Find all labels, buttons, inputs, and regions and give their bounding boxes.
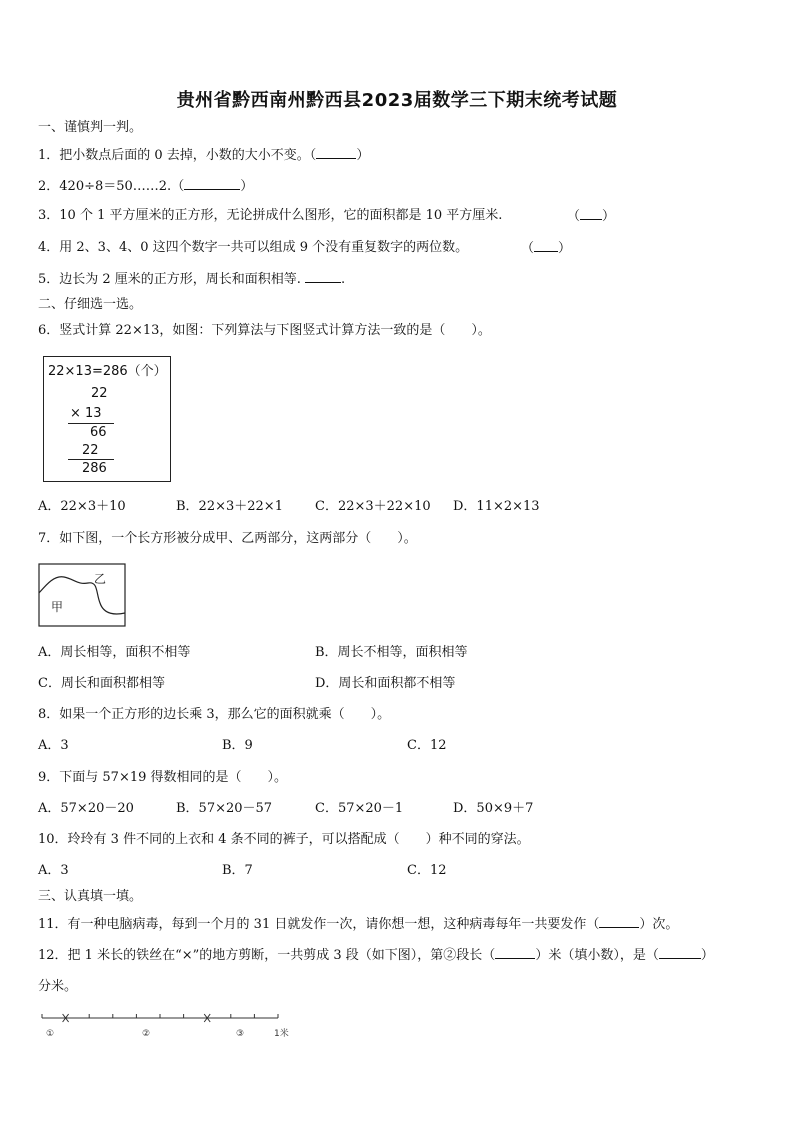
question-12: 12．把 1 米长的铁丝在“×”的地方剪断，一共剪成 3 段（如下图），第②段长（ ）米（填小数），是（ ）: [38, 948, 714, 963]
question-11-text: 11．有一种电脑病毒，每到一个月的 31 日就发作一次，请你想一想，这种病毒每年一共要发作（: [38, 917, 600, 932]
question-11: 11．有一种电脑病毒，每到一个月的 31 日就发作一次，请你想一想，这种病毒每年一共要发作（ ）次。: [38, 917, 679, 932]
answer-blank[interactable]: [184, 177, 240, 190]
segment-label-1: ①: [46, 1029, 55, 1039]
calc-result: 286: [82, 461, 107, 476]
question-3: [38, 207, 502, 225]
q6-option-a[interactable]: A．22×3＋10: [38, 499, 126, 514]
section-heading-1: 一、谨慎判一判。: [38, 120, 143, 135]
answer-blank[interactable]: [599, 915, 639, 928]
q6-option-d[interactable]: D．11×2×13: [453, 499, 540, 514]
question-7-text: 7．如下图，一个长方形被分成甲、乙两部分，这两部分（ ）。: [38, 531, 417, 546]
calc-rule: [68, 459, 114, 460]
question-12-text-d: 分米。: [38, 979, 78, 994]
question-2-text: 2．420÷8＝50……2.（: [38, 179, 185, 194]
calc-partial-1: 66: [90, 425, 107, 440]
segment-label-3: ③: [236, 1029, 245, 1039]
question-10-text: 10．玲玲有 3 件不同的上衣和 4 条不同的裤子，可以搭配成（ ）种不同的穿法。: [38, 832, 530, 847]
calc-multiplicand: 22: [91, 386, 108, 401]
q7-option-d[interactable]: D．周长和面积都不相等: [315, 676, 456, 691]
question-1: 1．把小数点后面的 0 去掉，小数的大小不变。（ ）: [38, 148, 370, 163]
page-title: 贵州省黔西南州黔西县2023届数学三下期末统考试题: [176, 90, 618, 111]
q7-option-c[interactable]: C．周长和面积都相等: [38, 676, 165, 691]
answer-blank-decimeters[interactable]: [659, 946, 701, 959]
question-5: 5．边长为 2 厘米的正方形，周长和面积相等. .: [38, 272, 346, 287]
q9-option-b[interactable]: B．57×20－57: [176, 801, 273, 816]
answer-blank-meters[interactable]: [495, 946, 535, 959]
answer-blank[interactable]: [316, 146, 356, 159]
rectangle-split-figure: [38, 563, 128, 629]
question-2: 2．420÷8＝50……2.（ ）: [38, 179, 254, 194]
answer-blank[interactable]: [305, 270, 341, 283]
outer-rectangle: [39, 564, 125, 626]
q7-option-a[interactable]: A．周长相等，面积不相等: [38, 645, 191, 660]
section-heading-3: 三、认真填一填。: [38, 889, 143, 904]
question-4: [38, 239, 468, 257]
q6-option-c[interactable]: C．22×3＋22×10: [315, 499, 431, 514]
calc-partial-2: 22: [82, 443, 99, 458]
q8-option-c[interactable]: C．12: [407, 738, 447, 753]
q10-option-a[interactable]: A．3: [38, 863, 69, 878]
answer-blank[interactable]: [580, 207, 602, 220]
question-6-text: 6．竖式计算 22×13，如图：下列算法与下图竖式计算方法一致的是（ ）。: [38, 323, 491, 338]
q9-option-c[interactable]: C．57×20－1: [315, 801, 404, 816]
q10-option-b[interactable]: B．7: [222, 863, 253, 878]
vertical-calculation-figure: [43, 356, 171, 482]
q7-option-b[interactable]: B．周长不相等，面积相等: [315, 645, 468, 660]
q8-option-a[interactable]: A．3: [38, 738, 69, 753]
question-3-text: 3．10 个 1 平方厘米的正方形，无论拼成什么图形，它的面积都是 10 平方厘米.: [38, 208, 503, 223]
ruler-end-label: 1米: [274, 1029, 289, 1039]
question-1-text: 1．把小数点后面的 0 去掉，小数的大小不变。（: [38, 148, 317, 163]
label-yi: 乙: [94, 572, 107, 586]
calc-rule: [68, 423, 114, 424]
q6-option-b[interactable]: B．22×3＋22×1: [176, 499, 283, 514]
wire-ruler-figure: [38, 1008, 298, 1042]
question-12-text-a: 12．把 1 米长的铁丝在“×”的地方剪断，一共剪成 3 段（如下图），第②段长（: [38, 948, 496, 963]
ruler-ticks: [42, 1014, 278, 1022]
section-heading-2: 二、仔细选一选。: [38, 297, 143, 312]
answer-blank[interactable]: [534, 239, 558, 252]
question-4-answer: （ ）: [521, 241, 572, 256]
question-8-text: 8．如果一个正方形的边长乘 3，那么它的面积就乘（ ）。: [38, 707, 391, 722]
question-5-text: 5．边长为 2 厘米的正方形，周长和面积相等.: [38, 272, 301, 287]
segment-label-2: ②: [142, 1029, 151, 1039]
label-jia: 甲: [51, 600, 64, 614]
calc-equation: 22×13=286（个）: [48, 364, 167, 379]
q8-option-b[interactable]: B．9: [222, 738, 253, 753]
q10-option-c[interactable]: C．12: [407, 863, 447, 878]
question-9-text: 9．下面与 57×19 得数相同的是（ ）。: [38, 770, 288, 785]
question-4-text: 4．用 2、3、4、0 这四个数字一共可以组成 9 个没有重复数字的两位数。: [38, 240, 469, 255]
calc-multiplier: × 13: [70, 406, 102, 421]
question-3-answer: （ ）: [567, 209, 616, 224]
q9-option-d[interactable]: D．50×9＋7: [453, 801, 534, 816]
q9-option-a[interactable]: A．57×20－20: [38, 801, 134, 816]
